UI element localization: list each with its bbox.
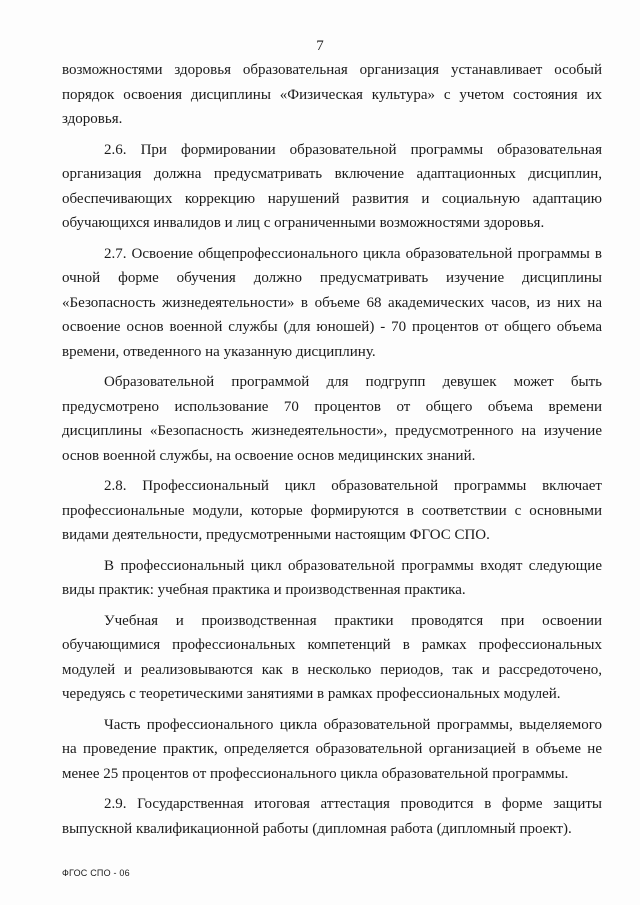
paragraph-practice-share: Часть профессионального цикла образовательной программы, выделяемого на проведение практик, определяется образовательной организацией в объеме не менее 25 процентов от профессионального цикла образовательной программы. <box>62 716 602 782</box>
paragraph-continuation: возможностями здоровья образовательная организация устанавливает особый порядок освоения дисциплины «Физическая культура» с учетом состояния их здоровья. <box>62 62 602 127</box>
paragraph-practice-types: В профессиональный цикл образовательной программы входят следующие виды практик: учебная практика и производственная практика. <box>62 557 602 598</box>
paragraph-practice-conduct: Учебная и производственная практики проводятся при освоении обучающимися профессиональных компетенций в рамках профессиональных модулей и реализовываются как в несколько периодов, так и рассредоточено, чередуясь с теоретическими занятиями в рамках профессиональных модулей. <box>62 612 602 702</box>
page-number: 7 <box>316 38 324 54</box>
paragraph-2-9: 2.9. Государственная итоговая аттестация проводится в форме защиты выпускной квалификационной работы (дипломная работа (дипломный проект). <box>62 796 602 837</box>
paragraph-2-8: 2.8. Профессиональный цикл образовательной программы включает профессиональные модули, которые формируются в соответствии с основными видами деятельности, предусмотренными настоящим ФГОС СПО. <box>62 478 602 543</box>
paragraph-2-7: 2.7. Освоение общепрофессионального цикла образовательной программы в очной форме обучения должно предусматривать изучение дисциплины «Безопасность жизнедеятельности» в объеме 68 академических часов, из них на освоение основ военной службы (для юношей) - 70 процентов от общего объема времени, отведенного на указанную дисциплину. <box>62 245 602 360</box>
paragraph-2-6: 2.6. При формировании образовательной программы образовательная организация должна предусматривать включение адаптационных дисциплин, обеспечивающих коррекцию нарушений развития и социальную адаптацию обучающихся инвалидов и лиц с ограниченными возможностями здоровья. <box>62 141 602 231</box>
footer-code: ФГОС СПО - 06 <box>62 868 130 878</box>
paragraph-2-7-girls: Образовательной программой для подгрупп девушек может быть предусмотрено использование 70 процентов от общего объема времени дисциплины «Безопасность жизнедеятельности», предусмотренного на изучение основ военной службы, на освоение основ медицинских знаний. <box>62 374 602 464</box>
document-body <box>62 58 602 841</box>
